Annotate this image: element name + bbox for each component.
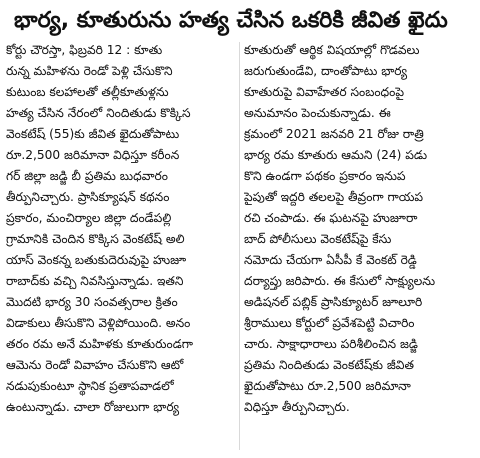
article-line: కోర్టు చౌరస్తా, ఫిబ్రవరి 12 : కూతు [6,43,163,57]
article-line: గ్రామానికి చెందిన కొక్కిస వెంకటేష్ అలి [6,232,185,246]
article-line: కొని ఉండగా పథకం ప్రకారం ఇనుప [244,169,406,183]
article-line: రూ.2,500 జరిమానా విధిస్తూ కరీంన [6,148,180,162]
article-line: కుటుంబ కలహాలతో తల్లీకూతుళ్లను [6,85,169,99]
article-line: బాద్ పోలీసులు వెంకటేష్‌పై కేసు [244,232,392,246]
article-line: గర్ జిల్లా జడ్జి బీ ప్రతిమ బుధవారం [6,169,168,183]
article-line: యాస్ వెంకన్న బతుకుదెరువుపై హుజూ [6,253,187,267]
article-line: రాబాద్‌కు వచ్చి నివసిస్తున్నాడు. ఇతని [6,274,184,288]
article-headline: భార్య, కూతురును హత్య చేసిన ఒకరికి జీవిత ఖైదు [14,8,448,33]
article-line: తీర్పునిచ్చారు. ప్రాసిక్యూషన్ కథనం [6,190,170,204]
right-column [244,40,476,418]
article-line: జరుగుతుండేవి, దాంతోపాటు భార్య [244,64,408,78]
article-line: విధిస్తూ తీర్పునిచ్చారు. [244,400,350,414]
article-line: ప్రతిమ నిందితుడు వెంకటేష్‌కు జీవిత [244,358,414,372]
article-line: పైపుతో ఇద్దరి తలలపై తీవ్రంగా గాయప [244,190,424,204]
article-line: భార్య రమ కూతురు ఆమని (24) పడు [244,148,428,162]
article-line: నడుపుకుంటూ స్థానిక ప్రతాపవాడలో [6,379,174,393]
left-column [6,40,238,418]
article-line: రున్న మహిళను రెండో పెళ్లి చేసుకొని [6,64,173,78]
article-line: విడాకులు తీసుకొని వెళ్లిపోయింది. అనం [6,316,191,330]
article-line: ప్రకారం, మంచిర్యాల జిల్లా దండేపల్లి [6,211,172,225]
article-line: నమోదు చేయగా ఏసీపీ కే వెంకట్ రెడ్డి [244,253,417,267]
article-line: ఆమెను రెండో వివాహం చేసుకొని ఆటో [6,358,184,372]
article-line: వెంకటేష్ (55)కు జీవిత ఖైదుతోపాటు [6,127,180,141]
article-line: ఉంటున్నాడు. చాలా రోజులుగా భార్య [6,400,180,414]
article-line: దర్యాప్తు జరిపారు. ఈ కేసులో సాక్ష్యులను [244,274,436,288]
article-line: అడిషనల్ పబ్లిక్ ప్రాసిక్యూటర్ జూలూరి [244,295,423,309]
article-line: తరం రమ అనే మహిళకు కూతురుండగా [6,337,193,351]
article-line: హత్య చేసిన నేరంలో నిందితుడు కొక్కిస [6,106,191,120]
article-line: మొదటి భార్య 30 సంవత్సరాల క్రితం [6,295,178,309]
article-line: క్రమంలో 2021 జనవరి 21 రోజు రాత్రి [244,127,424,141]
article-line: ఖైదుతోపాటు రూ.2,500 జరిమానా [244,379,411,393]
article-line: కూతురుపై వివాహేతర సంబంధంపై [244,85,405,99]
article-line: అనుమానం పెంచుకున్నాడు. ఈ [244,106,391,120]
article-line: చారు. సాక్షాధారాలు పరిశీలించిన జడ్జి [244,337,418,351]
article-line: శ్రీరాములు కోర్టులో ప్రవేశపెట్టి విచారిం [244,316,415,330]
article-line: రచి చంపాడు. ఈ ఘటనపై హుజూరా [244,211,418,225]
article-line: కూతురుతో ఆర్థిక విషయాల్లో గొడవలు [244,43,420,57]
column-divider [239,42,240,450]
